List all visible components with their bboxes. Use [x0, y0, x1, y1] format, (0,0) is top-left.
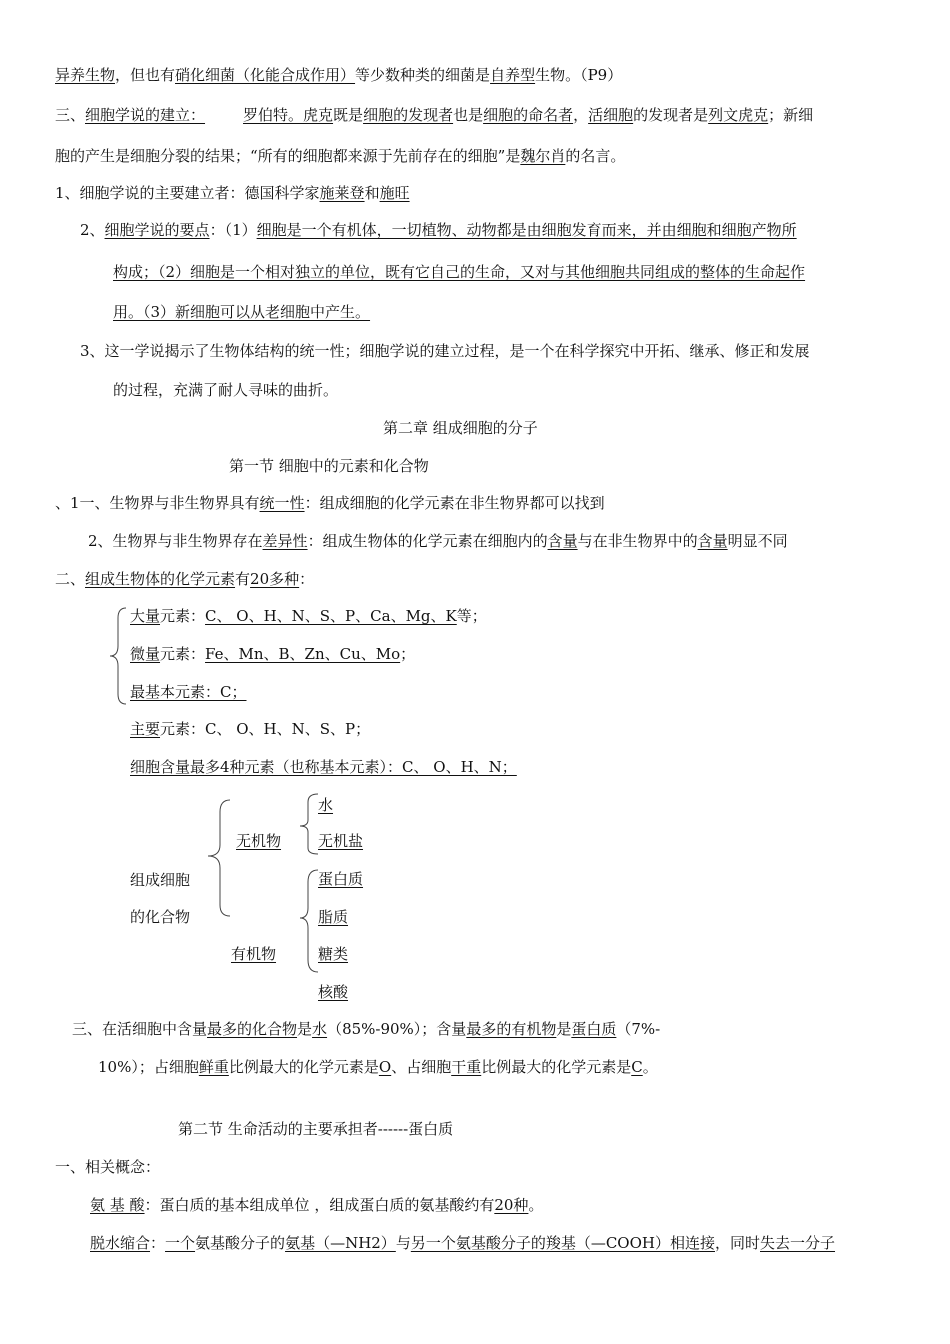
term: 细胞是一个有机体，一切植物、动物都是由细胞发育而来，并由细胞和细胞产物所	[256, 221, 797, 239]
text: 1、细胞学说的主要建立者：德国科学家	[55, 184, 320, 202]
organic-label: 有机物	[231, 945, 277, 963]
text: 既是	[333, 106, 364, 124]
text: 和	[364, 184, 380, 202]
text: 胞的产生是细胞分裂的结果；“所有的细胞都来源于先前存在的细胞”是	[55, 147, 521, 165]
text: ：（1）	[209, 221, 257, 239]
text: ：组成细胞的化学元素在非生物界都可以找到	[304, 494, 605, 512]
text-line	[55, 493, 605, 513]
term: 施莱登	[319, 184, 365, 202]
term: 含量	[697, 532, 728, 550]
text: 的发现者是	[633, 106, 709, 124]
term: 列文虎克	[708, 106, 769, 124]
compound-root: 的化合物	[130, 908, 191, 926]
text: ：组成生物体的化学元素在细胞内的	[307, 532, 548, 550]
heading: 细胞学说的要点	[104, 221, 210, 239]
chapter-title: 第二章 组成细胞的分子	[383, 419, 538, 437]
term: 20多种	[250, 570, 300, 588]
text-line	[113, 380, 338, 400]
text: 3、这一学说揭示了生物体结构的统一性；细胞学说的建立过程，是一个在科学探究中开拓、继承、修正和发展	[80, 342, 810, 360]
compound-item: 脂质	[318, 908, 349, 926]
compound-item: 核酸	[318, 983, 349, 1001]
compound-item: 无机盐	[318, 832, 364, 850]
term: 细胞的命名者	[483, 106, 574, 124]
element-trace: 微量元素：Fe、Mn、B、Zn、Cu、Mo；	[130, 645, 416, 663]
compound-root: 组成细胞	[130, 871, 191, 889]
term: 罗伯特。虎克	[243, 106, 334, 124]
text: 等少数种类的细菌是	[355, 66, 491, 84]
term: 统一性	[259, 494, 305, 512]
heading: 细胞学说的建立：	[85, 106, 206, 124]
text-line: 氨 基 酸：蛋白质的基本组成单位 ，组成蛋白质的氨基酸约有20种。	[90, 1196, 544, 1214]
text: 的名言。	[565, 147, 626, 165]
text-line	[55, 569, 314, 589]
element-basic: 最基本元素：C；	[130, 683, 247, 701]
element-major: 大量元素：C、 O、H、N、S、P、Ca、Mg、K等；	[130, 607, 487, 625]
text: 三、	[55, 106, 86, 124]
text-line	[113, 262, 805, 282]
text: ，	[573, 106, 589, 124]
term: 细胞的发现者	[363, 106, 454, 124]
text-line: 10%）；占细胞鲜重比例最大的化学元素是O、占细胞干重比例最大的化学元素是C。	[98, 1058, 658, 1076]
text-line	[88, 531, 788, 551]
text: 与在非生物界中的	[577, 532, 698, 550]
term: 硝化细菌（化能合成作用）	[175, 66, 356, 84]
term: 异养生物	[55, 66, 116, 84]
text-line: 三、在活细胞中含量最多的化合物是水（85%-90%）；含量最多的有机物是蛋白质（7%-	[72, 1020, 661, 1038]
term: 自养型	[490, 66, 536, 84]
inorganic-label: 无机物	[236, 832, 282, 850]
text: 、1一、生物界与非生物界具有	[55, 494, 260, 512]
compound-tree-braces	[200, 790, 330, 1030]
text: 的过程，充满了耐人寻味的曲折。	[113, 381, 339, 399]
term: 活细胞	[588, 106, 634, 124]
text-line	[55, 105, 813, 125]
text: 生物。（P9）	[535, 66, 623, 84]
text: 有	[235, 570, 251, 588]
element-main: 主要元素：C、 O、H、N、S、P；	[130, 720, 371, 738]
term: 用。（3）新细胞可以从老细胞中产生。	[113, 303, 371, 321]
heading: 组成生物体的化学元素	[85, 570, 236, 588]
text-line	[113, 302, 370, 322]
term: 施旺	[379, 184, 410, 202]
text-line: 脱水缩合：一个氨基酸分子的氨基（—NH2）与另一个氨基酸分子的羧基（—COOH）相连接，同时失去一分子	[90, 1234, 836, 1252]
text: 2、生物界与非生物界存在	[88, 532, 263, 550]
text-line	[80, 220, 797, 240]
text: 明显不同	[727, 532, 788, 550]
term: 差异性	[262, 532, 308, 550]
element-most: 细胞含量最多4种元素（也称基本元素）：C、 O、H、N；	[130, 758, 517, 776]
term: 含量	[547, 532, 578, 550]
text-line	[80, 341, 810, 361]
text: 2、	[80, 221, 105, 239]
compound-item: 水	[318, 796, 334, 814]
element-brace	[108, 606, 128, 706]
term: 魏尔肖	[520, 147, 566, 165]
text: 二、	[55, 570, 86, 588]
text: ；新细	[768, 106, 814, 124]
text-line	[55, 146, 625, 166]
compound-item: 蛋白质	[318, 870, 364, 888]
text: ，但也有	[115, 66, 176, 84]
text-line	[55, 183, 410, 203]
text: ：	[299, 570, 315, 588]
section-title: 第一节 细胞中的元素和化合物	[229, 457, 429, 475]
section-title: 第二节 生命活动的主要承担者------蛋白质	[178, 1120, 454, 1138]
term: 构成；（2）细胞是一个相对独立的单位，既有它自己的生命，又对与其他细胞共同组成的整体的生命起作	[113, 263, 806, 281]
compound-item: 糖类	[318, 945, 349, 963]
text-line	[55, 65, 622, 85]
text: 也是	[453, 106, 484, 124]
subheading: 一、相关概念：	[55, 1158, 161, 1176]
